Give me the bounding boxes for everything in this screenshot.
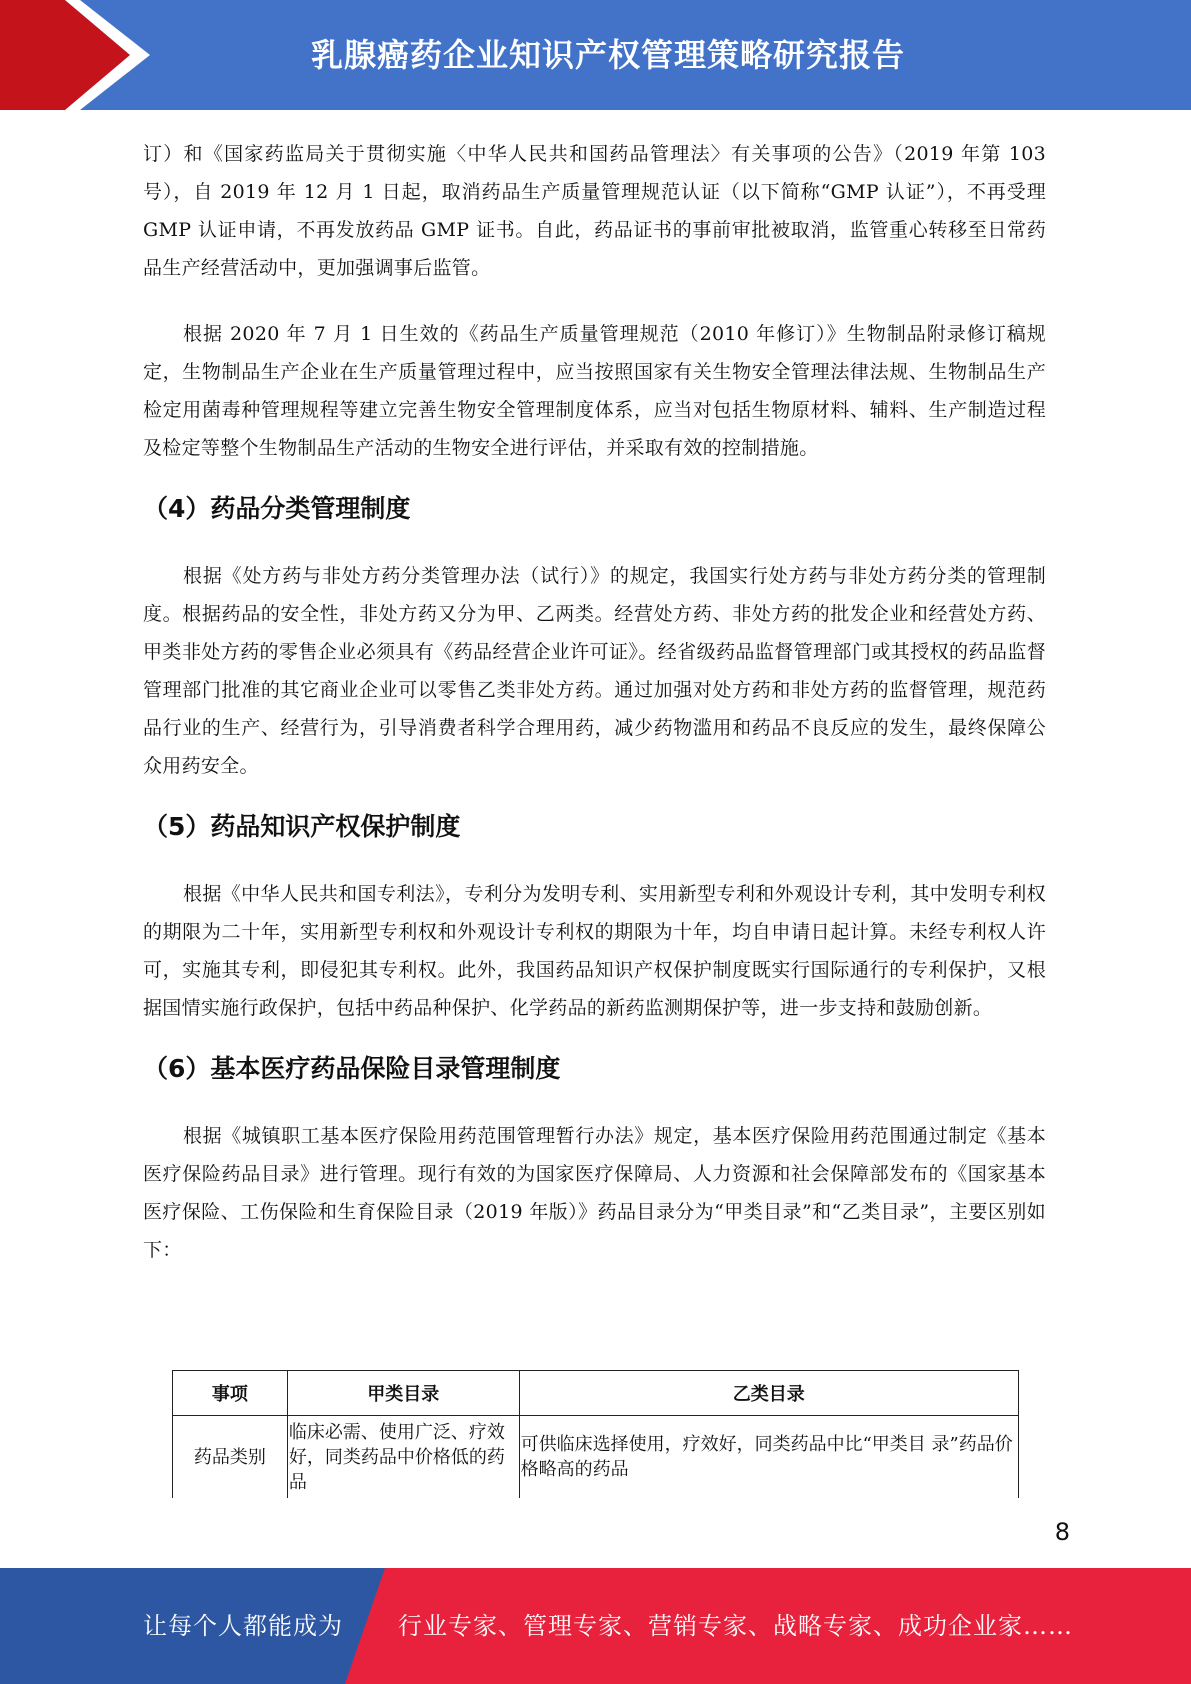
page-header — [0, 0, 1191, 110]
paragraph-patent: 根据《中华人民共和国专利法》，专利分为发明专利、实用新型专利和外观设计专利，其中发明专利权的期限为二十年，实用新型专利权和外观设计专利权的期限为十年，均自申请日起计算。未经专利权人许可，实施其专利，即侵犯其专利权。此外，我国药品知识产权保护制度既实行国际通行的专利保护，又根据国情实施行政保护，包括中药品种保护、化学药品的新药监测期保护等，进一步支持和鼓励创新。 — [143, 883, 1046, 1019]
catalog-comparison-table — [172, 1370, 1019, 1498]
footer-slogan-left: 让每个人都能成为 — [143, 1612, 343, 1640]
paragraph-classification: 根据《处方药与非处方药分类管理办法（试行）》的规定，我国实行处方药与非处方药分类的管理制度。根据药品的安全性，非处方药又分为甲、乙两类。经营处方药、非处方药的批发企业和经营处方药、甲类非处方药的零售企业必须具有《药品经营企业许可证》。经省级药品监督管理部门或其授权的药品监督管理部门批准的其它商业企业可以零售乙类非处方药。通过加强对处方药和非处方药的监督管理，规范药品行业的生产、经营行为，引导消费者科学合理用药，减少药物滥用和药品不良反应的发生，最终保障公众用药安全。 — [143, 565, 1046, 777]
page-footer — [0, 1568, 1191, 1684]
footer-slogan-right: 行业专家、管理专家、营销专家、战略专家、成功企业家…… — [398, 1612, 1073, 1640]
table-header-row — [173, 1371, 1019, 1416]
table-row — [173, 1416, 1019, 1499]
paragraph-gmp: 订）和《国家药监局关于贯彻实施〈中华人民共和国药品管理法〉有关事项的公告》（2019 年第 103 号），自 2019 年 12 月 1 日起，取消药品生产质量管理规范认证（以下简称“GMP 认证”），不再受理 GMP 认证申请，不再发放药品 GMP 证书。自此，药品证书的事前审批被取消，监管重心转移至日常药品生产经营活动中，更加强调事后监管。 — [143, 143, 1046, 279]
section-heading-5: （5）药品知识产权保护制度 — [143, 812, 461, 841]
table-cell: 可供临床选择使用，疗效好，同类药品中比“甲类目 录”药品价格略高的药品 — [519, 1416, 1018, 1499]
section-heading-4: （4）药品分类管理制度 — [143, 494, 411, 523]
page-number: 8 — [1054, 1518, 1070, 1546]
paragraph-biologics: 根据 2020 年 7 月 1 日生效的《药品生产质量管理规范（2010 年修订）》生物制品附录修订稿规定，生物制品生产企业在生产质量管理过程中，应当按照国家有关生物安全管理法律法规、生物制品生产检定用菌毒种管理规程等建立完善生物安全管理制度体系，应当对包括生物原材料、辅料、生产制造过程及检定等整个生物制品生产活动的生物安全进行评估，并采取有效的控制措施。 — [143, 323, 1046, 459]
paragraph-insurance: 根据《城镇职工基本医疗保险用药范围管理暂行办法》规定，基本医疗保险用药范围通过制定《基本医疗保险药品目录》进行管理。现行有效的为国家医疗保障局、人力资源和社会保障部发布的《国家基本医疗保险、工伤保险和生育保险目录（2019 年版）》药品目录分为“甲类目录”和“乙类目录”，主要区别如下： — [143, 1125, 1046, 1261]
table-header-class-a: 甲类目录 — [287, 1371, 519, 1416]
table-cell: 药品类别 — [173, 1416, 288, 1499]
table-cell: 临床必需、使用广泛、疗效好，同类药品中价格低的药品 — [287, 1416, 519, 1499]
document-body — [143, 135, 1046, 1269]
table-header-class-b: 乙类目录 — [519, 1371, 1018, 1416]
report-title: 乳腺癌药企业知识产权管理策略研究报告 — [310, 36, 905, 74]
table-header-item: 事项 — [173, 1371, 288, 1416]
section-heading-6: （6）基本医疗药品保险目录管理制度 — [143, 1054, 561, 1083]
